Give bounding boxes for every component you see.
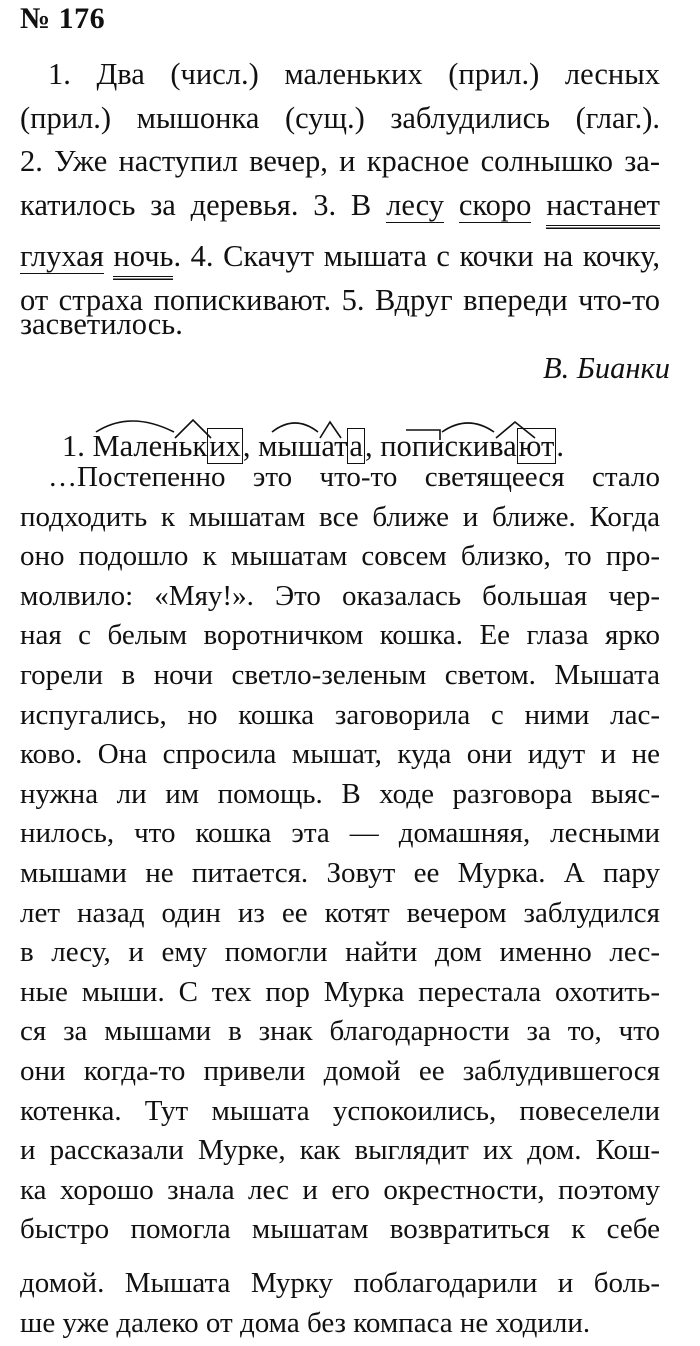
text2-line-22: ше уже далеко от дома без компаса не ходили. bbox=[20, 1306, 591, 1339]
text2-line-10: нилось, что кошка эта — домашняя, лесными bbox=[20, 817, 660, 850]
text1-line-2: (прил.) мышонка (сущ.) заблудились (глаг.). bbox=[20, 101, 660, 135]
text1-line-6: от страха попискивают. 5. Вдруг впереди что-то bbox=[20, 283, 660, 317]
author: В. Бианки bbox=[542, 351, 670, 385]
morph-word3-suffix: ива bbox=[472, 429, 517, 463]
text2-line-20: быстро помогла мышатам возвратиться к себе bbox=[20, 1213, 660, 1246]
underlined-word-lesu: лесу bbox=[386, 188, 444, 222]
text2-line-9: нужна ли им помощь. В ходе разговора выяс- bbox=[20, 777, 660, 810]
text1-line-7: засветилось. bbox=[20, 307, 183, 341]
morph-word1-root: Маленьк bbox=[92, 429, 208, 463]
prefix-mark bbox=[406, 430, 440, 440]
morph-comma-1: , bbox=[242, 429, 259, 463]
text2-line-11: мышами не питается. Зовут ее Мурка. А пару bbox=[20, 857, 660, 889]
root-arc-3 bbox=[442, 423, 494, 432]
morph-word3-prefix: по bbox=[380, 429, 412, 463]
morph-number: 1. bbox=[62, 429, 93, 463]
text1-line-4-start: катилось за деревья. 3. В bbox=[20, 188, 372, 222]
underlined-word-skoro: скоро bbox=[458, 188, 532, 222]
text2-line-2: подходить к мышатам все ближе и ближе. Когда bbox=[20, 500, 660, 533]
morph-comma-2: , bbox=[364, 429, 381, 463]
text1-line-1: 1. Два (числ.) маленьких (прил.) лесных bbox=[48, 57, 660, 91]
exercise-number: № 176 bbox=[20, 2, 106, 35]
text2-line-16: они когда-то привели домой ее заблудившегося bbox=[20, 1055, 660, 1087]
suffix-caret-3 bbox=[496, 422, 535, 438]
text2-line-8: ково. Она спросила мышат, куда они идут и не bbox=[20, 738, 660, 771]
text1-line-5-rest: . 4. Скачут мышата с кочки на кочку, bbox=[173, 239, 660, 273]
text2-line-12: лет назад один из ее котят вечером заблудился bbox=[20, 896, 660, 929]
suffix-caret-2 bbox=[320, 422, 341, 438]
predicate-word-nastanet: настанет bbox=[546, 188, 660, 226]
text2-line-1: …Постепенно это что-то светящееся стало bbox=[48, 461, 660, 493]
morph-word2-root: мыш bbox=[258, 429, 322, 463]
underlined-word-glukhaya: глухая bbox=[20, 239, 104, 273]
text2-line-19: ка хорошо знала лес и его окрестности, поэтому bbox=[20, 1173, 660, 1206]
text2-line-17: котенка. Тут мышата успокоились, повеселели bbox=[20, 1094, 660, 1127]
text1-line-3: 2. Уже наступил вечер, и красное солнышко за- bbox=[20, 144, 660, 178]
text2-line-3: оно подошло к мышатам совсем близко, то про- bbox=[20, 540, 660, 573]
text2-line-13: в лесу, и ему помогли найти дом именно лес- bbox=[20, 936, 660, 969]
text2-line-18: и рассказали Мурке, как выглядит их дом. Кош- bbox=[20, 1134, 660, 1167]
morph-word2-ending: а bbox=[349, 429, 363, 463]
text2-line-21: домой. Мышата Мурку поблагодарили и боль- bbox=[20, 1267, 660, 1299]
morph-word1-ending: их bbox=[209, 429, 241, 463]
text2-line-7: испугались, но кошка заговорила с ними лас- bbox=[20, 698, 660, 731]
root-arc-1 bbox=[96, 421, 174, 432]
morph-word3-root: писк bbox=[411, 429, 473, 463]
text2-line-6: горели в ночи светло-зеленым светом. Мышата bbox=[20, 659, 660, 691]
text2-line-14: ные мыши. С тех пор Мурка перестала охотить- bbox=[20, 975, 660, 1008]
text2-line-5: ная с белым воротничком кошка. Ее глаза ярко bbox=[20, 619, 660, 652]
morph-word3-ending: ют bbox=[518, 429, 555, 463]
root-arc-2 bbox=[272, 423, 318, 432]
subject-word-noch: ночь bbox=[113, 239, 173, 277]
suffix-caret-1 bbox=[175, 420, 211, 438]
morph-dot: . bbox=[556, 429, 564, 463]
text2-line-15: ся за мышами в знак благодарности за то, что bbox=[20, 1015, 660, 1048]
morph-word2-suffix: ат bbox=[321, 429, 348, 463]
text2-line-4: молвило: «Мяу!». Это оказалась большая чер- bbox=[20, 579, 660, 612]
